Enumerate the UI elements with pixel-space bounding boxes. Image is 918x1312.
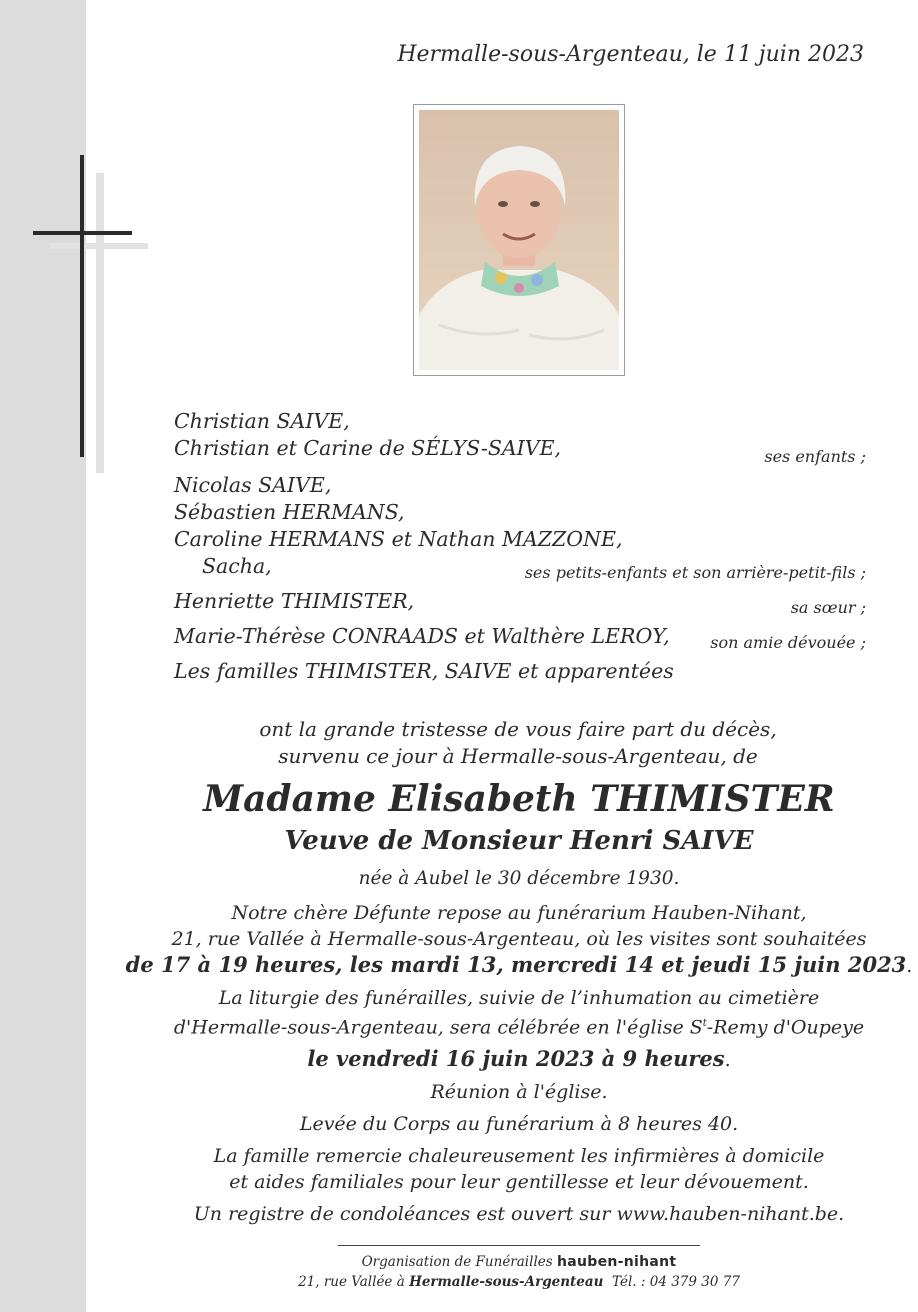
portrait-photo xyxy=(419,110,619,370)
details: Notre chère Défunte repose au funérarium Hauben-Nihant, 21, rue Vallée à Hermalle-sous-Argenteau, où les visites sont souhaitées de 17 à 19 heures, les mardi 13, mercredi 14 et jeudi 15 juin 2023. La liturgie des funérailles, suivie de l’inhumation au cimetière d'Hermalle-sous-Argenteau, sera célébrée en l'église $S^t$-Remy d'Oupeye le vendredi 16 juin 2023 à 9 heures. Réunion à l'église. Levée du Corps au funérarium à 8 heures 40. La famille remercie chaleureusement les infirmières à domicile et aides familiales pour leur gentillesse et leur dévouement. Un registre de condoléances est ouvert sur www.hauben-nihant.be. xyxy=(86,900,918,1227)
widow-line: Veuve de Monsieur Henri SAIVE xyxy=(284,826,754,856)
relation-label: ses petits-enfants et son arrière-petit-fils ; xyxy=(524,563,866,582)
list-item: Caroline HERMANS et Nathan MAZZONE, xyxy=(174,527,623,551)
family-list xyxy=(174,408,874,685)
footer-divider xyxy=(338,1245,700,1246)
list-item: Marie-Thérèse CONRAADS et Walthère LEROY, son amie dévouée ; xyxy=(174,623,874,650)
footer-org: Organisation de Funérailles hauben-nihant xyxy=(361,1254,677,1270)
deceased-name: Madame Elisabeth THIMISTER xyxy=(203,778,835,820)
registry-line: Un registre de condoléances est ouvert sur www.hauben-nihant.be. xyxy=(193,1203,845,1226)
list-item: Christian et Carine de SÉLYS-SAIVE, ses enfants ; xyxy=(174,435,874,462)
place-date: Hermalle-sous-Argenteau, le 11 juin 2023 xyxy=(397,42,864,67)
cross-icon xyxy=(30,155,150,475)
levee-line: Levée du Corps au funérarium à 8 heures 40. xyxy=(299,1113,739,1136)
meeting-line: Réunion à l'église. xyxy=(430,1081,608,1104)
portrait-frame xyxy=(413,104,625,376)
birth-line: née à Aubel le 30 décembre 1930. xyxy=(358,868,680,889)
announcement-intro: ont la grande tristesse de vous faire part du décès, survenu ce jour à Hermalle-sous-Argenteau, de xyxy=(259,717,777,768)
list-item: Les familles THIMISTER, SAIVE et apparentées xyxy=(174,659,674,683)
relation-label: ses enfants ; xyxy=(764,447,866,466)
footer-address: 21, rue Vallée à Hermalle-sous-Argenteau Tél. : 04 379 30 77 xyxy=(298,1274,740,1290)
list-item: Sébastien HERMANS, xyxy=(174,500,405,524)
list-item: Christian SAIVE, xyxy=(174,409,350,433)
relation-label: sa sœur ; xyxy=(790,598,866,617)
list-item: Henriette THIMISTER, sa sœur ; xyxy=(174,588,874,615)
relation-label: son amie dévouée ; xyxy=(710,633,866,652)
funeral-date: le vendredi 16 juin 2023 à 9 heures xyxy=(307,1046,725,1072)
list-item: Nicolas SAIVE, xyxy=(174,473,332,497)
list-item: Sacha, ses petits-enfants et son arrière-petit-fils ; xyxy=(174,553,874,580)
brand-logo: hauben-nihant xyxy=(556,1254,677,1270)
visit-hours: de 17 à 19 heures, les mardi 13, mercredi 14 et jeudi 15 juin 2023 xyxy=(125,952,907,977)
